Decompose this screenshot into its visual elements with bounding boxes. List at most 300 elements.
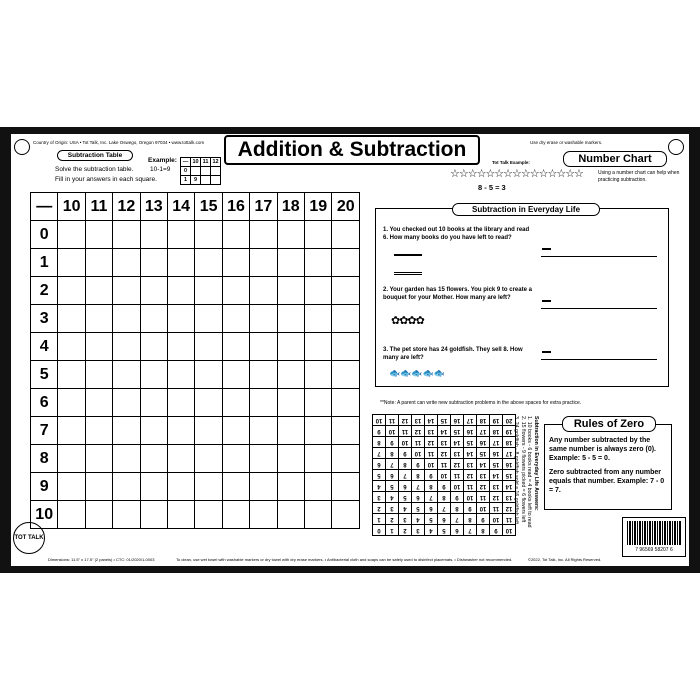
page-title: Addition & Subtraction (224, 135, 480, 165)
answer-square[interactable] (305, 221, 332, 249)
row-header: 9 (31, 473, 58, 501)
answer-square[interactable] (113, 221, 140, 249)
answer-cell: 12 (503, 503, 516, 514)
example-label: Example: (148, 157, 177, 164)
answer-cell: 7 (399, 470, 412, 481)
answer-square[interactable] (167, 473, 194, 501)
answer-cell: 11 (451, 470, 464, 481)
column-header: 16 (222, 193, 249, 221)
barcode (622, 517, 686, 557)
example-cell: 0 (181, 167, 191, 176)
answer-square[interactable] (305, 305, 332, 333)
problem-1: 1. You checked out 10 books at the library and read 6. How many books do you have left to read? (383, 227, 530, 241)
answer-square[interactable] (113, 389, 140, 417)
answer-cell: 10 (399, 437, 412, 448)
answer-square[interactable] (58, 389, 85, 417)
answer-cell: 10 (386, 426, 399, 437)
column-header: 19 (305, 193, 332, 221)
answer-square[interactable] (277, 361, 304, 389)
answer-cell: 11 (477, 492, 490, 503)
row-header: 1 (31, 249, 58, 277)
answer-square[interactable] (58, 361, 85, 389)
answer-square[interactable] (332, 417, 360, 445)
answer-square[interactable] (140, 473, 167, 501)
answer-square[interactable] (113, 361, 140, 389)
answer-square[interactable] (195, 333, 222, 361)
answer-cell: 9 (451, 492, 464, 503)
answer-cell: 10 (490, 514, 503, 525)
answer-cell: 5 (412, 503, 425, 514)
column-header: 20 (332, 193, 360, 221)
example-header-cell: 12 (212, 159, 219, 165)
answer-square[interactable] (250, 501, 277, 529)
answer-square[interactable] (222, 417, 249, 445)
answer-cell: 12 (451, 459, 464, 470)
answer-cell: 10 (412, 448, 425, 459)
answer-cell: 15 (451, 426, 464, 437)
answer-square[interactable] (332, 277, 360, 305)
answer-square[interactable] (195, 305, 222, 333)
column-header: 12 (113, 193, 140, 221)
answer-square[interactable] (250, 249, 277, 277)
row-header: 5 (31, 361, 58, 389)
answer-cell: 12 (438, 448, 451, 459)
row-header: 10 (31, 501, 58, 529)
answer-cell: 10 (477, 503, 490, 514)
answer-cell: 8 (386, 448, 399, 459)
row-header: 6 (31, 389, 58, 417)
answer-square[interactable] (85, 501, 112, 529)
answer-cell: 10 (373, 415, 386, 426)
answer-cell: 12 (464, 470, 477, 481)
answer-cell: 8 (412, 470, 425, 481)
example-equation: 10-1=9 (150, 166, 171, 173)
answer-square[interactable] (58, 473, 85, 501)
problem-3: 3. The pet store has 24 goldfish. They sell 8. How many are left? (383, 347, 523, 361)
markers-note: Use dry erase or washable markers. (530, 140, 603, 145)
smiley-face-icon (14, 139, 30, 155)
answer-square[interactable] (305, 249, 332, 277)
answer-square[interactable] (167, 389, 194, 417)
answer-square[interactable] (85, 249, 112, 277)
answer-cell: 8 (464, 514, 477, 525)
answer-square[interactable] (85, 305, 112, 333)
answer-cell: 8 (477, 525, 490, 536)
answer-cell: 3 (373, 492, 386, 503)
example-cell (211, 176, 221, 185)
rules-of-zero-label: Rules of Zero (562, 416, 656, 432)
answer-cell: 6 (425, 503, 438, 514)
answer-cell: 2 (399, 525, 412, 536)
answer-square[interactable] (58, 249, 85, 277)
answer-square[interactable] (277, 249, 304, 277)
answer-square[interactable] (222, 501, 249, 529)
answer-square[interactable] (250, 221, 277, 249)
number-chart-example-label: Tot Talk Example: (492, 160, 530, 165)
answer-cell: 16 (451, 415, 464, 426)
answer-square[interactable] (332, 445, 360, 473)
answer-cell: 15 (503, 470, 516, 481)
subtraction-table-label: Subtraction Table (57, 150, 133, 161)
answer-cell: 8 (451, 503, 464, 514)
answer-square[interactable] (305, 389, 332, 417)
equals-sign-icon (542, 351, 551, 353)
answer-square[interactable] (113, 445, 140, 473)
answer-cell: 18 (503, 437, 516, 448)
answer-square[interactable] (140, 501, 167, 529)
column-header: 10 (58, 193, 85, 221)
answer-square[interactable] (250, 417, 277, 445)
row-header: 3 (31, 305, 58, 333)
example-header-cell: 10 (192, 159, 199, 165)
answer-cell: 17 (464, 415, 477, 426)
answer-cell: 19 (503, 426, 516, 437)
answer-square[interactable] (167, 249, 194, 277)
answer-square[interactable] (195, 249, 222, 277)
answer-square[interactable] (167, 277, 194, 305)
answers-grid (372, 414, 516, 536)
answer-square[interactable] (195, 445, 222, 473)
answer-square[interactable] (277, 417, 304, 445)
answer-cell: 17 (503, 448, 516, 459)
answer-square[interactable] (113, 417, 140, 445)
answer-square[interactable] (113, 501, 140, 529)
answer-cell: 15 (464, 437, 477, 448)
answer-square[interactable] (113, 473, 140, 501)
answer-square[interactable] (332, 473, 360, 501)
example-header-cell: — (181, 158, 191, 167)
answer-square[interactable] (85, 333, 112, 361)
answer-square[interactable] (58, 305, 85, 333)
answer-square[interactable] (140, 277, 167, 305)
answer-cell: 8 (399, 459, 412, 470)
rule-2: Zero subtracted from any number equals that number. Example: 7 - 0 = 7. (549, 469, 665, 494)
answer-cell: 5 (399, 492, 412, 503)
answer-cell: 13 (438, 437, 451, 448)
answer-square[interactable] (195, 277, 222, 305)
answer-line-1 (541, 256, 657, 257)
answer-square[interactable] (58, 501, 85, 529)
number-chart-equation: 8 - 5 = 3 (478, 183, 506, 192)
answer-cell: 2 (386, 514, 399, 525)
column-header: 18 (277, 193, 304, 221)
answer-square[interactable] (332, 501, 360, 529)
answer-square[interactable] (85, 221, 112, 249)
answer-line: 1. 10 books - 6 books read = 4 books left to read (526, 416, 533, 528)
tot-talk-logo: TOT TALK (13, 522, 45, 554)
answer-cell: 13 (451, 448, 464, 459)
answer-cell: 14 (464, 448, 477, 459)
answer-cell: 7 (386, 459, 399, 470)
answer-cell: 6 (451, 525, 464, 536)
answer-square[interactable] (277, 473, 304, 501)
answer-square[interactable] (58, 277, 85, 305)
answer-square[interactable] (332, 361, 360, 389)
answer-cell: 14 (477, 459, 490, 470)
answer-cell: 16 (503, 459, 516, 470)
answer-cell: 11 (425, 448, 438, 459)
answer-cell: 11 (399, 426, 412, 437)
answer-square[interactable] (167, 221, 194, 249)
answer-cell: 9 (490, 525, 503, 536)
books-icon (394, 254, 422, 275)
answer-square[interactable] (58, 221, 85, 249)
answer-cell: 9 (373, 426, 386, 437)
answer-cell: 8 (425, 481, 438, 492)
answer-cell: 17 (477, 426, 490, 437)
answer-cell: 6 (386, 470, 399, 481)
answer-cell: 12 (477, 481, 490, 492)
column-header: 17 (250, 193, 277, 221)
answer-cell: 15 (477, 448, 490, 459)
answer-square[interactable] (250, 333, 277, 361)
answer-square[interactable] (195, 361, 222, 389)
answer-square[interactable] (277, 305, 304, 333)
answer-cell: 10 (451, 481, 464, 492)
care-text: To clean, use wet towel with washable markers or dry towel with dry erase markers. • Antibacterial cloth and soaps can be safely used to disinfect placemats. • Dishwasher not recommended. (176, 557, 513, 562)
origin-text: Country of Origin: USA • Tot Talk, Inc. Lake Oswego, Oregon 97034 • www.tottalk.com (33, 140, 205, 145)
answer-cell: 2 (373, 503, 386, 514)
operator-cell: — (31, 193, 58, 221)
column-header: 13 (140, 193, 167, 221)
number-chart-label: Number Chart (563, 151, 667, 167)
parent-note: **Note: A parent can write new subtraction problems in the above spaces for extra practice. (380, 400, 582, 406)
example-cell (201, 167, 211, 176)
answer-cell: 3 (412, 525, 425, 536)
answer-square[interactable] (113, 333, 140, 361)
rule-1: Any number subtracted by the same number is always zero (0). Example: 5 - 5 = 0. (549, 437, 656, 462)
answer-cell: 14 (425, 415, 438, 426)
dimensions-text: Dimensions: 11.5" x 17.5" (2 panels) • CTC: 01/2020/1-0003 (48, 557, 155, 562)
answer-square[interactable] (85, 473, 112, 501)
answer-cell: 9 (464, 503, 477, 514)
answer-cell: 7 (438, 503, 451, 514)
answer-cell: 10 (438, 470, 451, 481)
answer-cell: 13 (503, 492, 516, 503)
answer-cell: 12 (490, 492, 503, 503)
number-chart-note: Using a number chart can help when practicing subtraction. (598, 170, 680, 183)
smiley-face-icon (668, 139, 684, 155)
answer-square[interactable] (222, 221, 249, 249)
column-header: 11 (85, 193, 112, 221)
answer-cell: 13 (477, 470, 490, 481)
answer-cell: 18 (477, 415, 490, 426)
answer-square[interactable] (140, 389, 167, 417)
row-header: 0 (31, 221, 58, 249)
answer-square[interactable] (332, 389, 360, 417)
answer-cell: 6 (412, 492, 425, 503)
answer-square[interactable] (140, 417, 167, 445)
answer-square[interactable] (222, 305, 249, 333)
answer-cell: 8 (373, 437, 386, 448)
equals-sign-icon (542, 248, 551, 250)
answer-cell: 12 (399, 415, 412, 426)
answer-square[interactable] (167, 417, 194, 445)
answer-square[interactable] (277, 501, 304, 529)
row-header: 4 (31, 333, 58, 361)
answer-square[interactable] (305, 445, 332, 473)
answer-cell: 9 (438, 481, 451, 492)
answer-square[interactable] (250, 277, 277, 305)
answer-square[interactable] (195, 221, 222, 249)
answer-square[interactable] (250, 305, 277, 333)
answer-cell: 11 (386, 415, 399, 426)
goldfish-icon: 🐟🐟🐟🐟🐟 (389, 368, 446, 378)
answer-square[interactable] (140, 333, 167, 361)
answer-square[interactable] (140, 305, 167, 333)
answer-square[interactable] (250, 473, 277, 501)
answer-cell: 9 (386, 437, 399, 448)
answer-cell: 4 (386, 492, 399, 503)
answer-square[interactable] (85, 417, 112, 445)
answer-square[interactable] (85, 361, 112, 389)
answer-cell: 13 (425, 426, 438, 437)
answer-cell: 14 (503, 481, 516, 492)
answer-square[interactable] (250, 445, 277, 473)
column-header: 15 (195, 193, 222, 221)
answer-square[interactable] (222, 361, 249, 389)
star-row-icon: ☆☆☆☆☆☆☆☆☆☆☆☆☆☆☆ (450, 168, 583, 180)
answer-square[interactable] (195, 389, 222, 417)
answer-square[interactable] (140, 221, 167, 249)
answer-line: 2. 15 flowers - 9 flowers picked = 6 flowers left (520, 416, 526, 523)
answer-cell: 10 (425, 459, 438, 470)
answer-cell: 10 (464, 492, 477, 503)
answer-cell: 3 (399, 514, 412, 525)
answer-cell: 19 (490, 415, 503, 426)
answer-line-3 (541, 359, 657, 360)
answer-square[interactable] (167, 501, 194, 529)
answer-square[interactable] (167, 305, 194, 333)
answer-cell: 9 (399, 448, 412, 459)
answer-square[interactable] (167, 445, 194, 473)
answer-cell: 12 (425, 437, 438, 448)
answer-square[interactable] (195, 501, 222, 529)
answer-square[interactable] (58, 417, 85, 445)
answer-cell: 16 (490, 448, 503, 459)
answer-square[interactable] (195, 417, 222, 445)
answer-square[interactable] (140, 249, 167, 277)
answer-square[interactable] (332, 333, 360, 361)
answer-cell: 10 (503, 525, 516, 536)
answer-square[interactable] (332, 249, 360, 277)
answer-cell: 13 (464, 459, 477, 470)
answer-cell: 7 (451, 514, 464, 525)
answer-square[interactable] (222, 277, 249, 305)
answer-cell: 5 (373, 470, 386, 481)
answer-square[interactable] (250, 389, 277, 417)
answer-square[interactable] (222, 333, 249, 361)
answer-cell: 0 (373, 525, 386, 536)
answer-cell: 11 (412, 437, 425, 448)
answer-square[interactable] (305, 333, 332, 361)
answer-square[interactable] (222, 445, 249, 473)
answer-square[interactable] (305, 277, 332, 305)
answer-square[interactable] (140, 445, 167, 473)
answer-cell: 1 (373, 514, 386, 525)
answer-square[interactable] (222, 473, 249, 501)
answer-square[interactable] (305, 501, 332, 529)
answer-cell: 6 (399, 481, 412, 492)
answer-square[interactable] (222, 389, 249, 417)
answer-cell: 7 (373, 448, 386, 459)
example-cell: 1 (181, 176, 191, 185)
answer-cell: 15 (438, 415, 451, 426)
answer-square[interactable] (332, 305, 360, 333)
answer-square[interactable] (113, 249, 140, 277)
answer-cell: 5 (386, 481, 399, 492)
answer-square[interactable] (85, 277, 112, 305)
answer-line-2 (541, 308, 657, 309)
copyright-text: ©2022, Tot Talk, Inc. All Rights Reserved. (528, 557, 602, 562)
answer-cell: 6 (373, 459, 386, 470)
answer-square[interactable] (305, 417, 332, 445)
answer-cell: 11 (464, 481, 477, 492)
answer-square[interactable] (305, 473, 332, 501)
answer-cell: 7 (412, 481, 425, 492)
answer-square[interactable] (222, 249, 249, 277)
answer-square[interactable] (167, 361, 194, 389)
answers-label: Subtraction in Everyday Life Answers: (533, 416, 539, 511)
flowers-icon: ✿✿✿✿ (391, 315, 424, 327)
answer-square[interactable] (305, 361, 332, 389)
answer-cell: 11 (503, 514, 516, 525)
answer-cell: 5 (438, 525, 451, 536)
problem-2: 2. Your garden has 15 flowers. You pick 9 to create a bouquet for your Mother. How many are left? (383, 287, 532, 301)
answer-cell: 5 (425, 514, 438, 525)
example-mini-table (180, 157, 221, 185)
answer-cell: 7 (425, 492, 438, 503)
answer-cell: 18 (490, 426, 503, 437)
answer-square[interactable] (277, 389, 304, 417)
example-cell (211, 167, 221, 176)
answer-square[interactable] (58, 333, 85, 361)
answer-cell: 9 (412, 459, 425, 470)
answer-cell: 20 (503, 415, 516, 426)
answer-square[interactable] (277, 221, 304, 249)
answer-cell: 8 (438, 492, 451, 503)
answer-square[interactable] (85, 445, 112, 473)
answer-square[interactable] (195, 473, 222, 501)
answer-square[interactable] (85, 389, 112, 417)
answers-text-block (503, 416, 539, 548)
column-header: 14 (167, 193, 194, 221)
answer-cell: 15 (490, 459, 503, 470)
example-cell (201, 176, 211, 185)
answer-cell: 3 (386, 503, 399, 514)
answer-square[interactable] (167, 333, 194, 361)
answer-square[interactable] (332, 221, 360, 249)
equals-sign-icon (542, 300, 551, 302)
row-header: 2 (31, 277, 58, 305)
answer-cell: 14 (438, 426, 451, 437)
answer-square[interactable] (58, 445, 85, 473)
answer-cell: 16 (477, 437, 490, 448)
answer-cell: 4 (373, 481, 386, 492)
barcode-number: 7 96569 58207 6 (635, 547, 673, 553)
answer-square[interactable] (140, 361, 167, 389)
answer-square[interactable] (113, 305, 140, 333)
example-header-cell: 11 (201, 158, 211, 167)
answer-square[interactable] (250, 361, 277, 389)
answer-line: 3. 24 goldfish - 8 goldfish sold = 16 goldfish left (513, 416, 520, 524)
answer-cell: 4 (412, 514, 425, 525)
answer-square[interactable] (113, 277, 140, 305)
answer-square[interactable] (277, 277, 304, 305)
answer-square[interactable] (277, 445, 304, 473)
example-cell (191, 167, 201, 176)
answer-square[interactable] (277, 333, 304, 361)
